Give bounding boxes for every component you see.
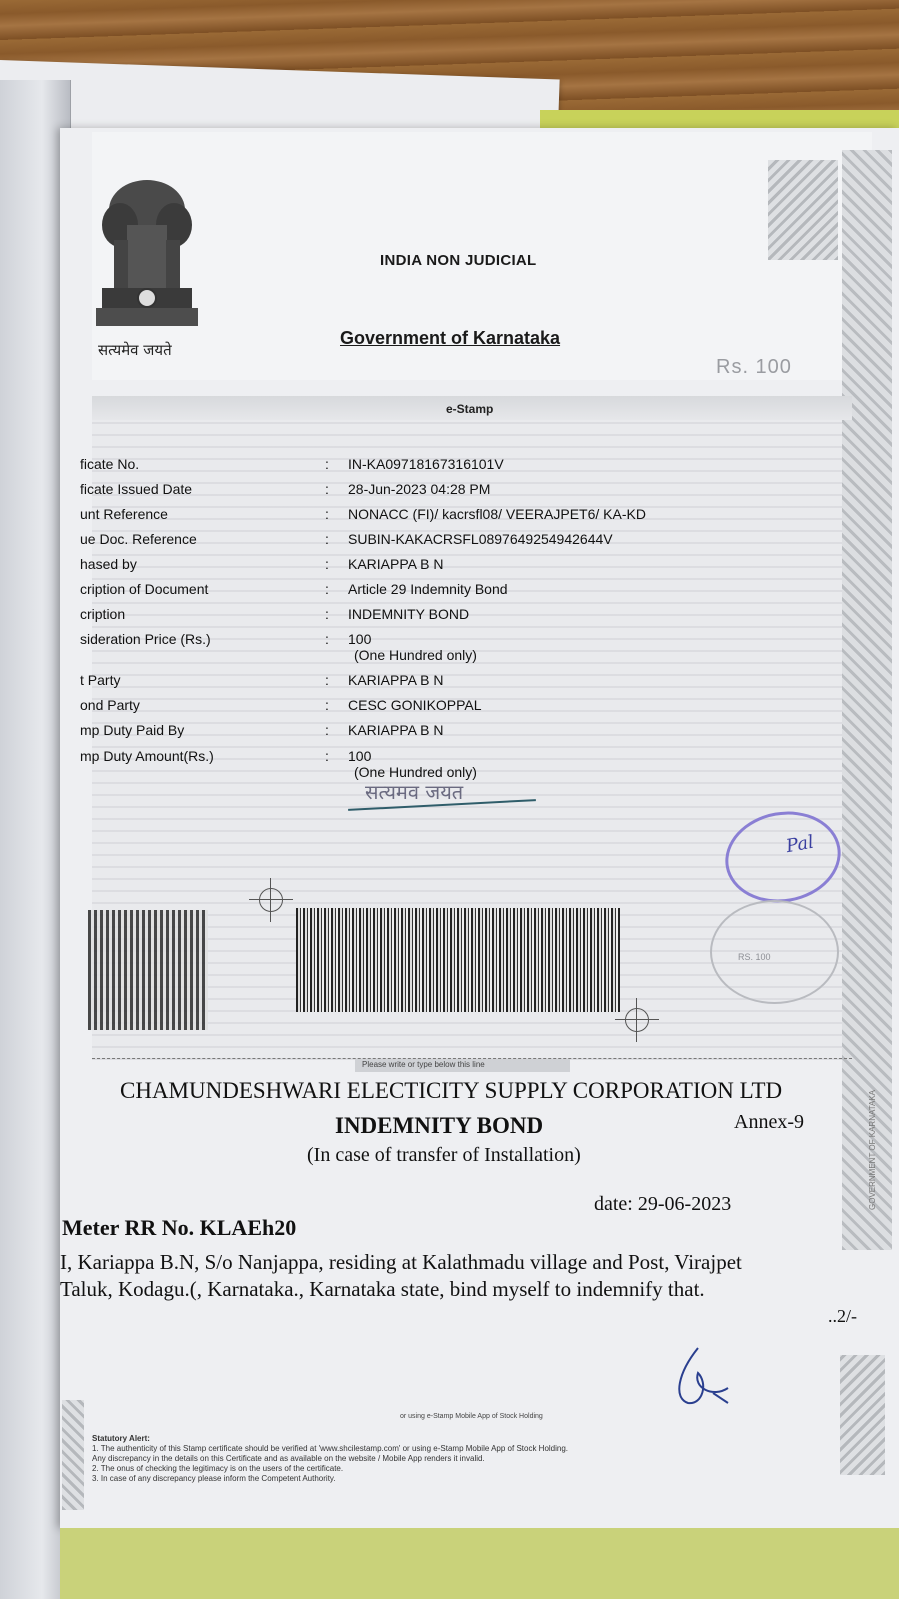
- green-paper-bottom: [60, 1528, 899, 1599]
- page-marker: ..2/-: [828, 1306, 857, 1326]
- detail-subvalue: (One Hundred only): [354, 764, 477, 780]
- detail-label: mp Duty Paid By: [80, 722, 185, 738]
- right-ornament: [840, 1355, 885, 1475]
- bond-paragraph-line-2: Taluk, Kodagu.(, Karnataka., Karnataka state, bind myself to indemnify that.: [60, 1277, 705, 1301]
- faint-stamp-circle: [710, 900, 839, 1004]
- security-barcode: [296, 908, 620, 1012]
- security-border-strip: [842, 150, 892, 1250]
- detail-label: cription of Document: [80, 581, 209, 597]
- write-below-note: Please write or type below this line: [362, 1060, 485, 1069]
- alert-line-3: 3. In case of any discrepancy please inform the Competent Authority.: [92, 1474, 336, 1483]
- meter-number: Meter RR No. KLAEh20: [62, 1215, 297, 1240]
- detail-label: ond Party: [80, 697, 140, 713]
- detail-colon: :: [325, 581, 329, 597]
- detail-value: NONACC (FI)/ kacrsfl08/ VEERAJPET6/ KA-KD: [348, 506, 646, 522]
- detail-value: CESC GONIKOPPAL: [348, 697, 482, 713]
- detail-value: 100: [348, 631, 372, 647]
- bond-paragraph-line-1: I, Kariappa B.N, S/o Nanjappa, residing at Kalathmadu village and Post, Virajpet: [60, 1250, 742, 1274]
- detail-label: sideration Price (Rs.): [80, 631, 211, 647]
- detail-value: 100: [348, 748, 372, 764]
- detail-value: KARIAPPA B N: [348, 672, 444, 688]
- seal-handwriting: Pal: [784, 831, 816, 858]
- detail-colon: :: [325, 672, 329, 688]
- bond-subtitle: (In case of transfer of Installation): [307, 1144, 581, 1166]
- detail-value: KARIAPPA B N: [348, 722, 444, 738]
- detail-subvalue: (One Hundred only): [354, 647, 477, 663]
- detail-value: 28-Jun-2023 04:28 PM: [348, 481, 491, 497]
- detail-label: unt Reference: [80, 506, 168, 522]
- hindi-motto-signature: सत्यमव जयत: [365, 780, 464, 804]
- stamp-small-value: RS. 100: [738, 952, 771, 962]
- handwritten-signature: [668, 1343, 738, 1413]
- qr-code: [88, 910, 208, 1030]
- detail-label: ficate No.: [80, 456, 140, 472]
- emblem-motto: सत्यमेव जयते: [98, 341, 172, 359]
- detail-label: hased by: [80, 556, 137, 572]
- e-stamp-label: e-Stamp: [446, 402, 494, 416]
- detail-label: ue Doc. Reference: [80, 531, 197, 547]
- alert-top-line: or using e-Stamp Mobile App of Stock Holding: [400, 1413, 543, 1420]
- detail-colon: :: [325, 748, 329, 764]
- detail-value: KARIAPPA B N: [348, 556, 444, 572]
- detail-colon: :: [325, 556, 329, 572]
- corporation-name: CHAMUNDESHWARI ELECTICITY SUPPLY CORPORATION LTD: [120, 1078, 783, 1103]
- detail-colon: :: [325, 481, 329, 497]
- detail-colon: :: [325, 722, 329, 738]
- vertical-border-text: GOVERNMENT OF KARNATAKA: [868, 1089, 877, 1210]
- detail-value: INDEMNITY BOND: [348, 606, 470, 622]
- alert-line-1b: Any discrepancy in the details on this Certificate and as available on the website / Mobile App renders it invalid.: [92, 1454, 485, 1463]
- detail-colon: :: [325, 631, 329, 647]
- india-non-judicial-heading: INDIA NON JUDICIAL: [380, 252, 537, 269]
- detail-value: Article 29 Indemnity Bond: [348, 581, 508, 597]
- national-emblem-icon: [92, 170, 202, 340]
- detail-label: ficate Issued Date: [80, 481, 193, 497]
- detail-colon: :: [325, 697, 329, 713]
- left-ornament: [62, 1400, 84, 1510]
- crosshair-icon: [615, 998, 659, 1042]
- stamp-value: Rs. 100: [716, 356, 792, 378]
- alert-line-2: 2. The onus of checking the legitimacy is on the users of the certificate.: [92, 1464, 344, 1473]
- detail-value: SUBIN-KAKACRSFL0897649254942644V: [348, 531, 613, 547]
- alert-title: Statutory Alert:: [92, 1434, 150, 1443]
- detail-colon: :: [325, 456, 329, 472]
- detail-label: cription: [80, 606, 126, 622]
- government-heading: Government of Karnataka: [340, 328, 561, 348]
- detail-label: mp Duty Amount(Rs.): [80, 748, 214, 764]
- crosshair-icon: [249, 878, 293, 922]
- bond-date: date: 29-06-2023: [594, 1193, 732, 1215]
- detail-label: t Party: [80, 672, 121, 688]
- annex-label: Annex-9: [734, 1111, 804, 1133]
- corner-ornament: [768, 160, 838, 260]
- detail-value: IN-KA09718167316101V: [348, 456, 504, 472]
- detail-colon: :: [325, 506, 329, 522]
- alert-line-1: 1. The authenticity of this Stamp certificate should be verified at 'www.shcilestamp.com' or using e-Stamp Mobile App of Stock Holding.: [92, 1444, 569, 1453]
- statutory-alert: [92, 1434, 568, 1484]
- bond-title: INDEMNITY BOND: [335, 1113, 544, 1138]
- detail-colon: :: [325, 531, 329, 547]
- detail-colon: :: [325, 606, 329, 622]
